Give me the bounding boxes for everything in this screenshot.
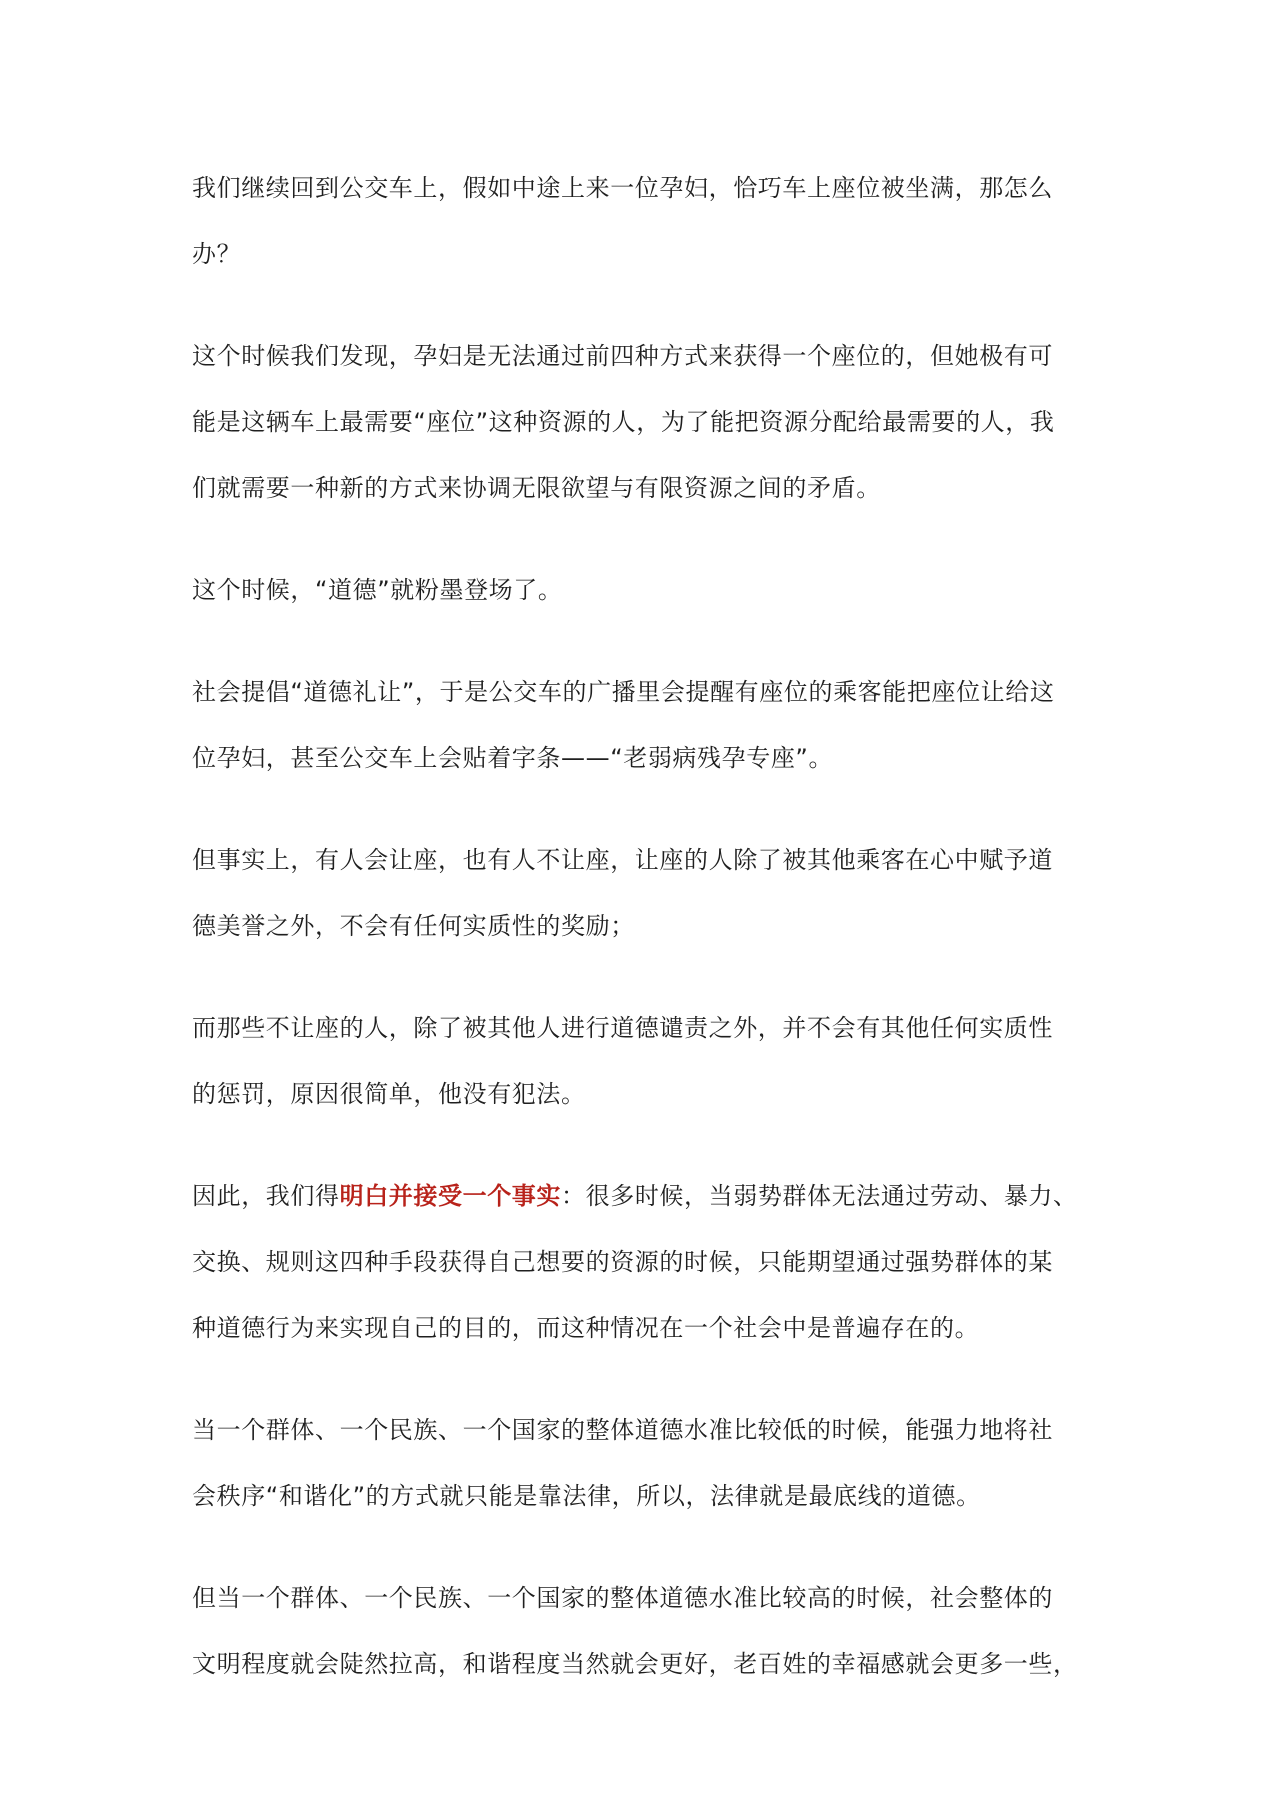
highlight-suffix-text: ：很多时候，当弱势群体无法通过劳动、暴力、 xyxy=(561,1182,1078,1210)
paragraph-line: 这个时候，“道德”就粉墨登场了。 xyxy=(192,576,563,604)
paragraph-line: 但当一个群体、一个民族、一个国家的整体道德水准比较高的时候，社会整体的 xyxy=(192,1584,1053,1612)
paragraph-line: 当一个群体、一个民族、一个国家的整体道德水准比较低的时候，能强力地将社 xyxy=(192,1416,1053,1444)
article-body xyxy=(192,155,1092,1733)
paragraph-line: 的惩罚，原因很简单，他没有犯法。 xyxy=(192,1080,586,1108)
paragraph-line: 们就需要一种新的方式来协调无限欲望与有限资源之间的矛盾。 xyxy=(192,474,881,502)
paragraph-line: 文明程度就会陡然拉高，和谐程度当然就会更好，老百姓的幸福感就会更多一些， xyxy=(192,1650,1078,1678)
paragraph-line: 交换、规则这四种手段获得自己想要的资源的时候，只能期望通过强势群体的某 xyxy=(192,1248,1053,1276)
paragraph-line: 我们继续回到公交车上，假如中途上来一位孕妇，恰巧车上座位被坐满，那怎么 xyxy=(192,174,1053,202)
paragraph-9 xyxy=(192,1565,1092,1697)
paragraph-line: 位孕妇，甚至公交车上会贴着字条——“老弱病残孕专座”。 xyxy=(192,744,834,772)
paragraph-8 xyxy=(192,1397,1092,1529)
paragraph-line: 能是这辆车上最需要“座位”这种资源的人，为了能把资源分配给最需要的人，我 xyxy=(192,408,1055,436)
paragraph-4 xyxy=(192,659,1092,791)
paragraph-line: 这个时候我们发现，孕妇是无法通过前四种方式来获得一个座位的，但她极有可 xyxy=(192,342,1053,370)
paragraph-7 xyxy=(192,1163,1092,1361)
highlight-prefix-text: 因此，我们得 xyxy=(192,1182,340,1210)
paragraph-line: 会秩序“和谐化”的方式就只能是靠法律，所以，法律就是最底线的道德。 xyxy=(192,1482,981,1510)
paragraph-line-with-highlight xyxy=(192,1163,1092,1229)
highlighted-phrase: 明白并接受一个事实 xyxy=(339,1182,562,1210)
paragraph-3 xyxy=(192,557,1092,623)
paragraph-1 xyxy=(192,155,1092,287)
paragraph-line: 社会提倡“道德礼让”，于是公交车的广播里会提醒有座位的乘客能把座位让给这 xyxy=(192,678,1055,706)
paragraph-5 xyxy=(192,827,1092,959)
paragraph-2 xyxy=(192,323,1092,521)
paragraph-line: 但事实上，有人会让座，也有人不让座，让座的人除了被其他乘客在心中赋予道 xyxy=(192,846,1053,874)
paragraph-line: 而那些不让座的人，除了被其他人进行道德谴责之外，并不会有其他任何实质性 xyxy=(192,1014,1053,1042)
paragraph-line: 办？ xyxy=(192,240,242,268)
paragraph-line: 种道德行为来实现自己的目的，而这种情况在一个社会中是普遍存在的。 xyxy=(192,1314,980,1342)
paragraph-line: 德美誉之外，不会有任何实质性的奖励； xyxy=(192,912,635,940)
paragraph-6 xyxy=(192,995,1092,1127)
